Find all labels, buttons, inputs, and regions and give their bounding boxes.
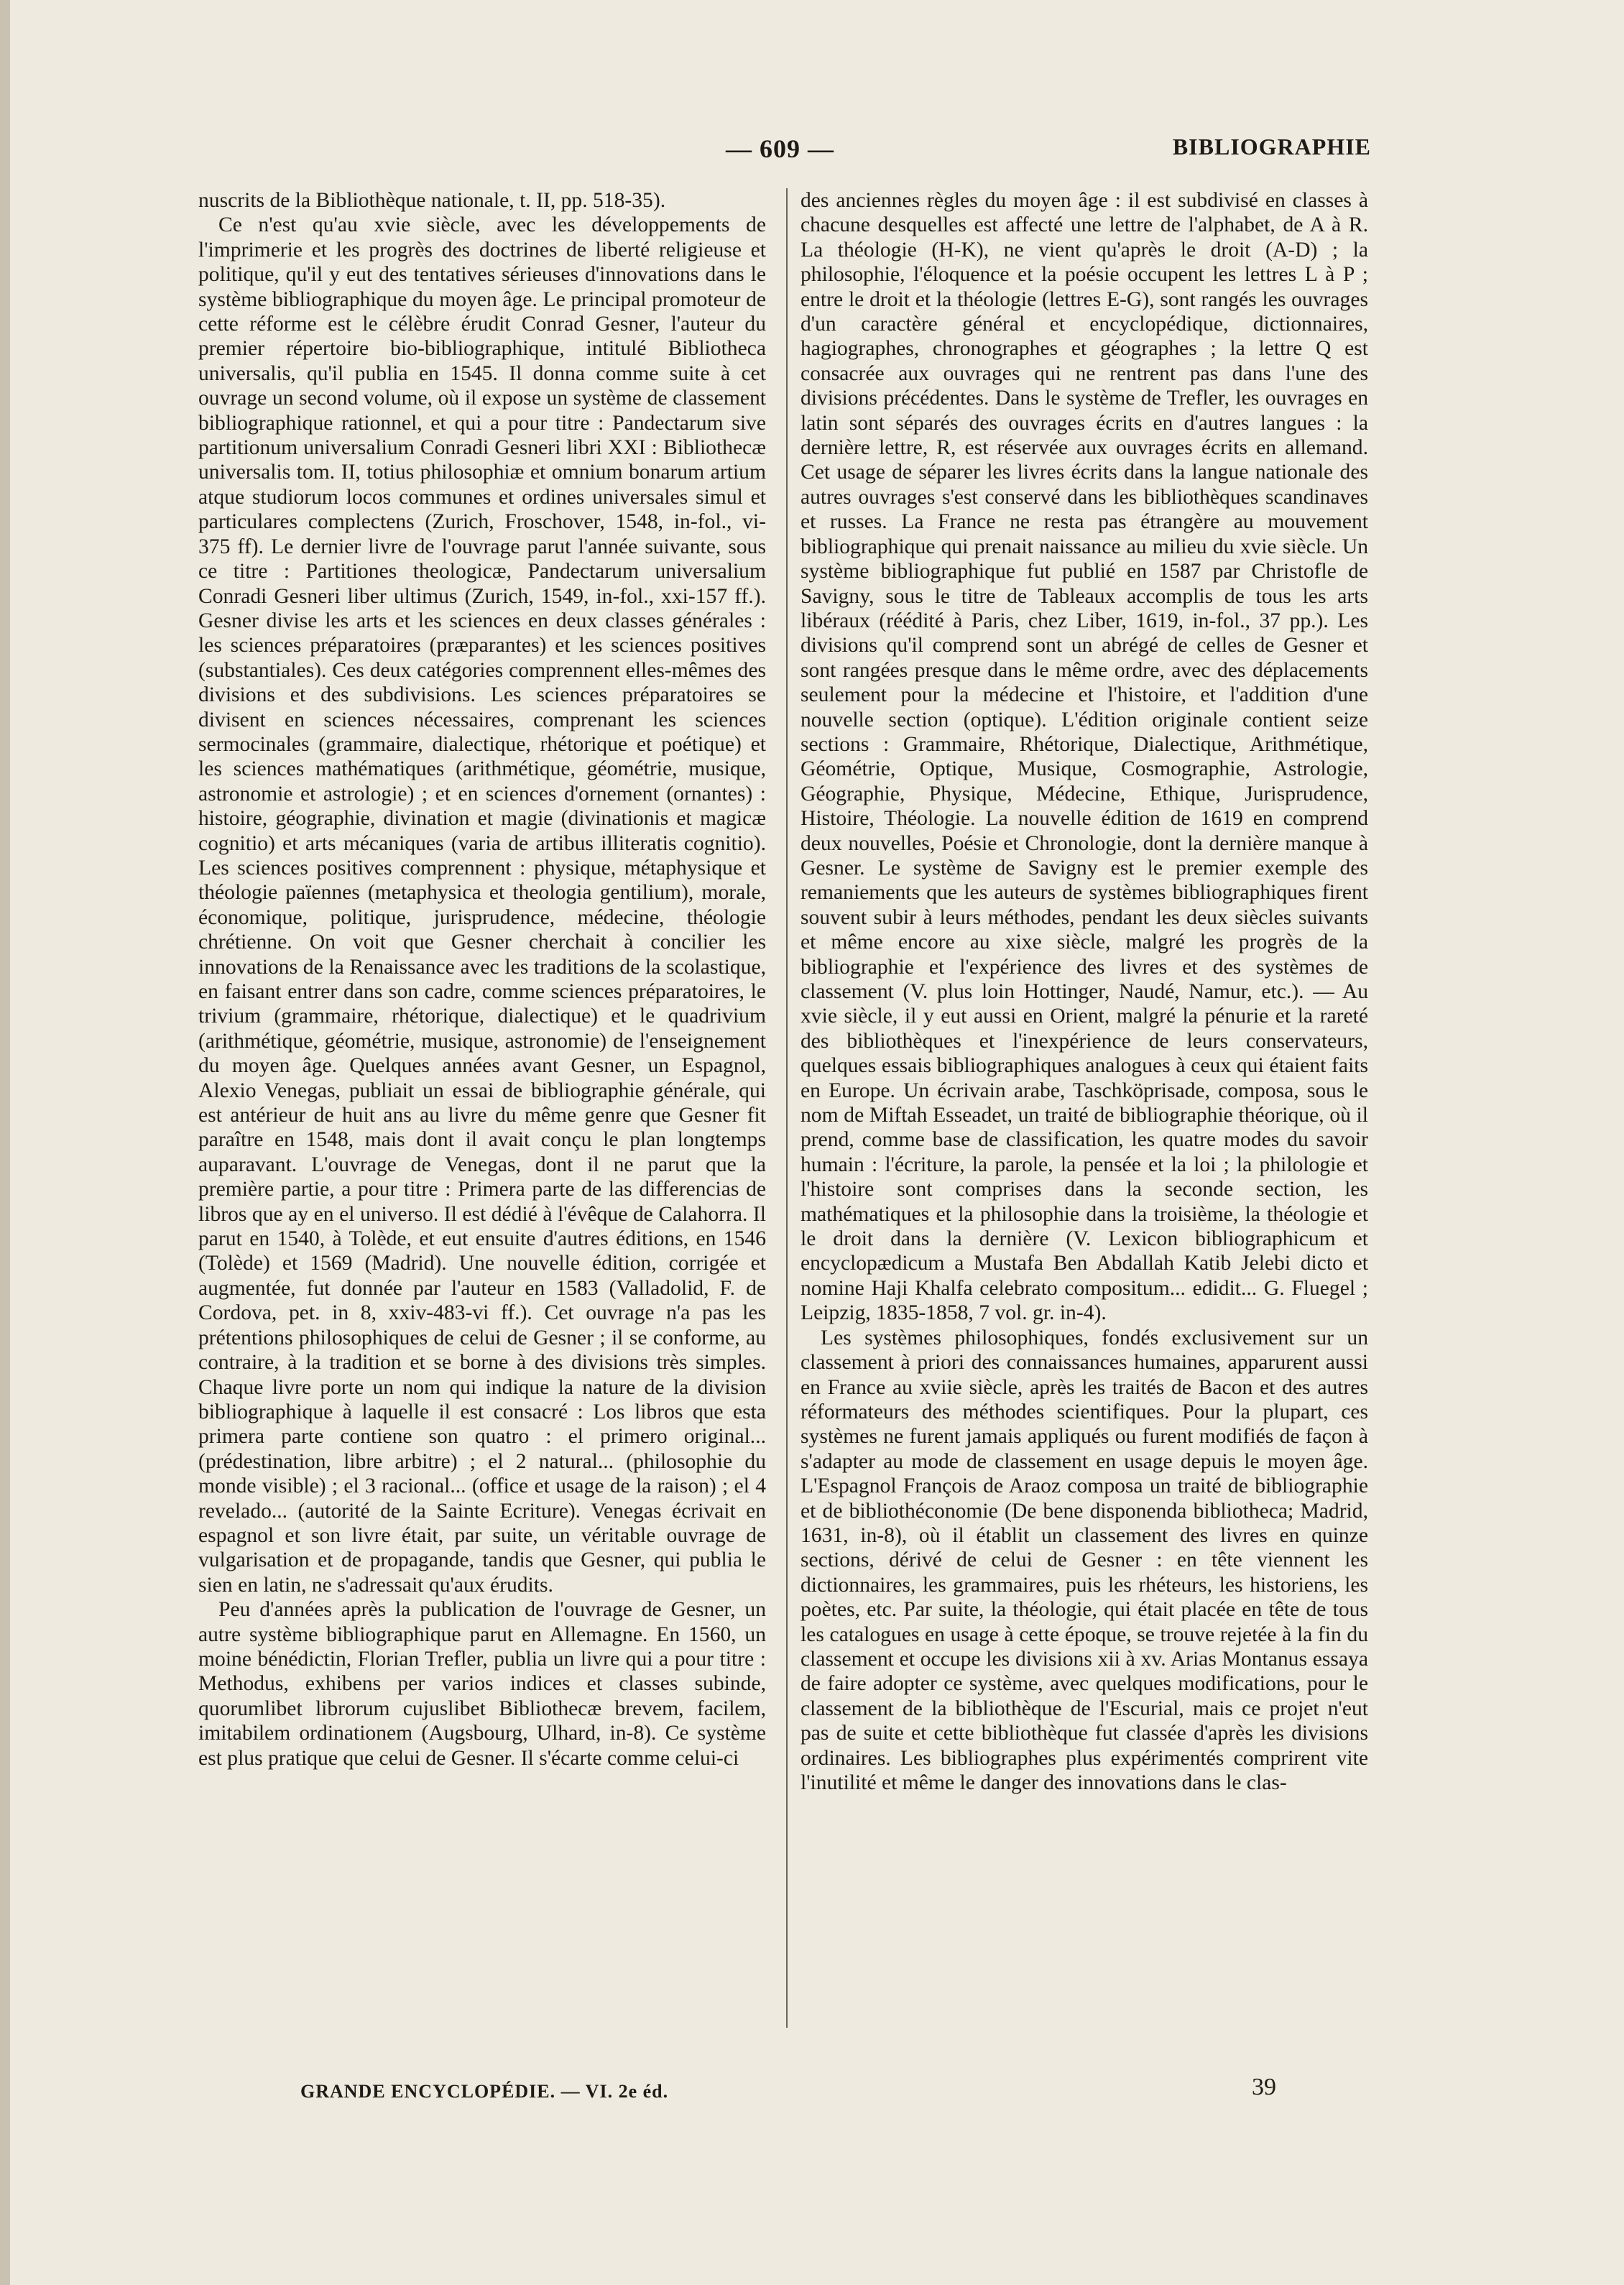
- footer-signature: GRANDE ENCYCLOPÉDIE. — VI. 2e éd.: [300, 2081, 669, 2102]
- sheet-number: 39: [1252, 2074, 1276, 2100]
- paragraph: Peu d'années après la publication de l'ouvrage de Gesner, un autre système bibliographique parut en Allemagne. En 1560, un moine bénédictin, Florian Trefler, publia un livre qui a pour titre : Methodus, exhibens per varios indices et classes subinde, quorumlibet librorum cujuslibet Bibliothecæ brevem, facilem, imitabilem ordinationem (Augsbourg, Ulhard, in-8). Ce système est plus pratique que celui de Gesner. Il s'écarte comme celui-ci: [198, 1598, 766, 1770]
- page-header: [0, 134, 1624, 177]
- right-column: [801, 188, 1368, 2069]
- paragraph: nuscrits de la Bibliothèque nationale, t. II, pp. 518-35).: [198, 189, 666, 212]
- paragraph: des anciennes règles du moyen âge : il est subdivisé en classes à chacune desquelles est affecté une lettre de l'alphabet, de A à R. La théologie (H-K), ne vient qu'après le droit (A-D) ; la philosophie, l'éloquence et la poésie occupent les lettres L à P ; entre le droit et la théologie (lettres E-G), sont rangés les ouvrages d'un caractère général et encyclopédique, dictionnaires, hagiographes, chronographes et géographes ; la lettre Q est consacrée aux ouvrages qui ne rentrent pas dans l'une des divisions précédentes. Dans le système de Trefler, les ouvrages en latin sont séparés des ouvrages écrits en d'autres langues : la dernière lettre, R, est réservée aux ouvrages écrits en allemand. Cet usage de séparer les livres écrits dans la langue nationale des autres ouvrages s'est conservé dans les bibliothèques scandinaves et russes. La France ne resta pas étrangère au mouvement bibliographique qui prenait naissance au milieu du xvie siècle. Un système bibliographique fut publié en 1587 par Christofle de Savigny, sous le titre de Tableaux accomplis de tous les arts libéraux (réédité à Paris, chez Liber, 1619, in-fol., 37 pp.). Les divisions qu'il comprend sont un abrégé de celles de Gesner et sont rangées presque dans le même ordre, avec des déplacements seulement pour la médecine et l'histoire, et l'addition d'une nouvelle section (optique). L'édition originale contient seize sections : Grammaire, Rhétorique, Dialectique, Arithmétique, Géométrie, Optique, Musique, Cosmographie, Astrologie, Géographie, Physique, Médecine, Ethique, Jurisprudence, Histoire, Théologie. La nouvelle édition de 1619 en comprend deux nouvelles, Poésie et Chronologie, dont la dernière manque à Gesner. Le système de Savigny est le premier exemple des remaniements que les auteurs de systèmes bibliographiques firent souvent subir à leurs méthodes, pendant les deux siècles suivants et même encore au xixe siècle, malgré les progrès de la bibliographie et l'expérience des livres et des systèmes de classement (V. plus loin Hottinger, Naudé, Namur, etc.). — Au xvie siècle, il y eut aussi en Orient, malgré la pénurie et la rareté des bibliothèques et l'inexpérience de leurs conservateurs, quelques essais bibliographiques analogues à ceux qui étaient faits en Europe. Un écrivain arabe, Taschköprisade, composa, sous le nom de Miftah Esseadet, un traité de bibliographie théorique, où il prend, comme base de classification, les quatre modes du savoir humain : l'écriture, la parole, la pensée et la loi ; la philologie et l'histoire sont comprises dans la seconde section, les mathématiques et la philosophie dans la troisième, la théologie et le droit dans la dernière (V. Lexicon bibliographicum et encyclopædicum a Mustafa Ben Abdallah Katib Jelebi dicto et nomine Haji Khalfa celebrato compositum... edidit... G. Fluegel ; Leipzig, 1835-1858, 7 vol. gr. in-4).: [801, 189, 1368, 1325]
- running-title: BIBLIOGRAPHIE: [1172, 134, 1371, 160]
- left-column: [198, 188, 766, 2078]
- column-divider: [786, 188, 788, 2028]
- page-edge: [0, 0, 10, 2285]
- page-number: — 609 —: [726, 134, 834, 163]
- paragraph: Les systèmes philosophiques, fondés exclusivement sur un classement à priori des connaissances humaines, apparurent aussi en France au xviie siècle, après les traités de Bacon et des autres réformateurs des méthodes scientifiques. Pour la plupart, ces systèmes ne furent jamais appliqués ou furent modifiés de façon à s'adapter au mode de classement en usage depuis le moyen âge. L'Espagnol François de Araoz composa un traité de bibliographie et de bibliothéconomie (De bene disponenda bibliotheca; Madrid, 1631, in-8), où il établit un classement des livres en quinze sections, dérivé de celui de Gesner : en tête viennent les dictionnaires, les grammaires, puis les rhéteurs, les historiens, les poètes, etc. Par suite, la théologie, qui était placée en tête de tous les catalogues en usage à cette époque, se trouve rejetée à la fin du classement et occupe les divisions xii à xv. Arias Montanus essaya de faire adopter ce système, avec quelques modifications, pour le classement de la bibliothèque de l'Escurial, mais ce projet n'eut pas de suite et cette bibliothèque fut classée d'après les divisions ordinaires. Les bibliographes plus expérimentés comprirent vite l'inutilité et même le danger des innovations dans le clas-: [801, 1326, 1368, 1794]
- paragraph: Ce n'est qu'au xvie siècle, avec les développements de l'imprimerie et les progrès des doctrines de liberté religieuse et politique, qu'il y eut des tentatives sérieuses d'innovations dans le système bibliographique du moyen âge. Le principal promoteur de cette réforme est le célèbre érudit Conrad Gesner, l'auteur du premier répertoire bio-bibliographique, intitulé Bibliotheca universalis, qu'il publia en 1545. Il donna comme suite à cet ouvrage un second volume, où il expose un système de classement bibliographique rationnel, et qui a pour titre : Pandectarum sive partitionum universalium Conradi Gesneri libri XXI : Bibliothecæ universalis tom. II, totius philosophiæ et omnium bonarum artium atque studiorum locos communes et ordines universales simul et particulares complectens (Zurich, Froschover, 1548, in-fol., vi-375 ff). Le dernier livre de l'ouvrage parut l'année suivante, sous ce titre : Partitiones theologicæ, Pandectarum universalium Conradi Gesneri liber ultimus (Zurich, 1549, in-fol., xxi-157 ff.). Gesner divise les arts et les sciences en deux classes générales : les sciences préparatoires (præparantes) et les sciences positives (substantiales). Ces deux catégories comprennent elles-mêmes des divisions et des subdivisions. Les sciences préparatoires se divisent en sciences nécessaires, comprenant les sciences sermocinales (grammaire, dialectique, rhétorique et poétique) et les sciences mathématiques (arithmétique, géométrie, musique, astronomie et astrologie) ; et en sciences d'ornement (ornantes) : histoire, géographie, divination et magie (divinationis et magicæ cognitio) et arts mécaniques (varia de artibus illiteratis cognitio). Les sciences positives comprennent : physique, métaphysique et théologie païennes (metaphysica et theologia gentilium), morale, économique, politique, jurisprudence, médecine, théologie chrétienne. On voit que Gesner cherchait à concilier les innovations de la Renaissance avec les traditions de la scolastique, en faisant entrer dans son cadre, comme sciences préparatoires, le trivium (grammaire, rhétorique, dialectique) et le quadrivium (arithmétique, géométrie, musique, astronomie) de l'enseignement du moyen âge. Quelques années avant Gesner, un Espagnol, Alexio Venegas, publiait un essai de bibliographie générale, qui est antérieur de huit ans au livre du même genre que Gesner fit paraître en 1548, mais dont il avait conçu le plan longtemps auparavant. L'ouvrage de Venegas, dont il ne parut que la première partie, a pour titre : Primera parte de las differencias de libros que ay en el universo. Il est dédié à l'évêque de Calahorra. Il parut en 1540, à Tolède, et eut ensuite d'autres éditions, en 1546 (Tolède) et 1569 (Madrid). Une nouvelle édition, corrigée et augmentée, fut donnée par l'auteur en 1583 (Valladolid, F. de Cordova, pet. in 8, xxiv-483-vi ff.). Cet ouvrage n'a pas les prétentions philosophiques de celui de Gesner ; il se conforme, au contraire, à la tradition et se borne à des divisions très simples. Chaque livre porte un nom qui indique la nature de la division bibliographique à laquelle il est consacré : Los libros que esta primera parte contiene son quatro : el primero original... (prédestination, libre arbitre) ; el 2 natural... (philosophie du monde visible) ; el 3 racional... (office et usage de la raison) ; el 4 revelado... (autorité de la Sainte Ecriture). Venegas écrivait en espagnol et son livre était, par suite, un véritable ouvrage de vulgarisation et de propagande, tandis que Gesner, qui publia le sien en latin, ne s'adressait qu'aux érudits.: [198, 213, 766, 1597]
